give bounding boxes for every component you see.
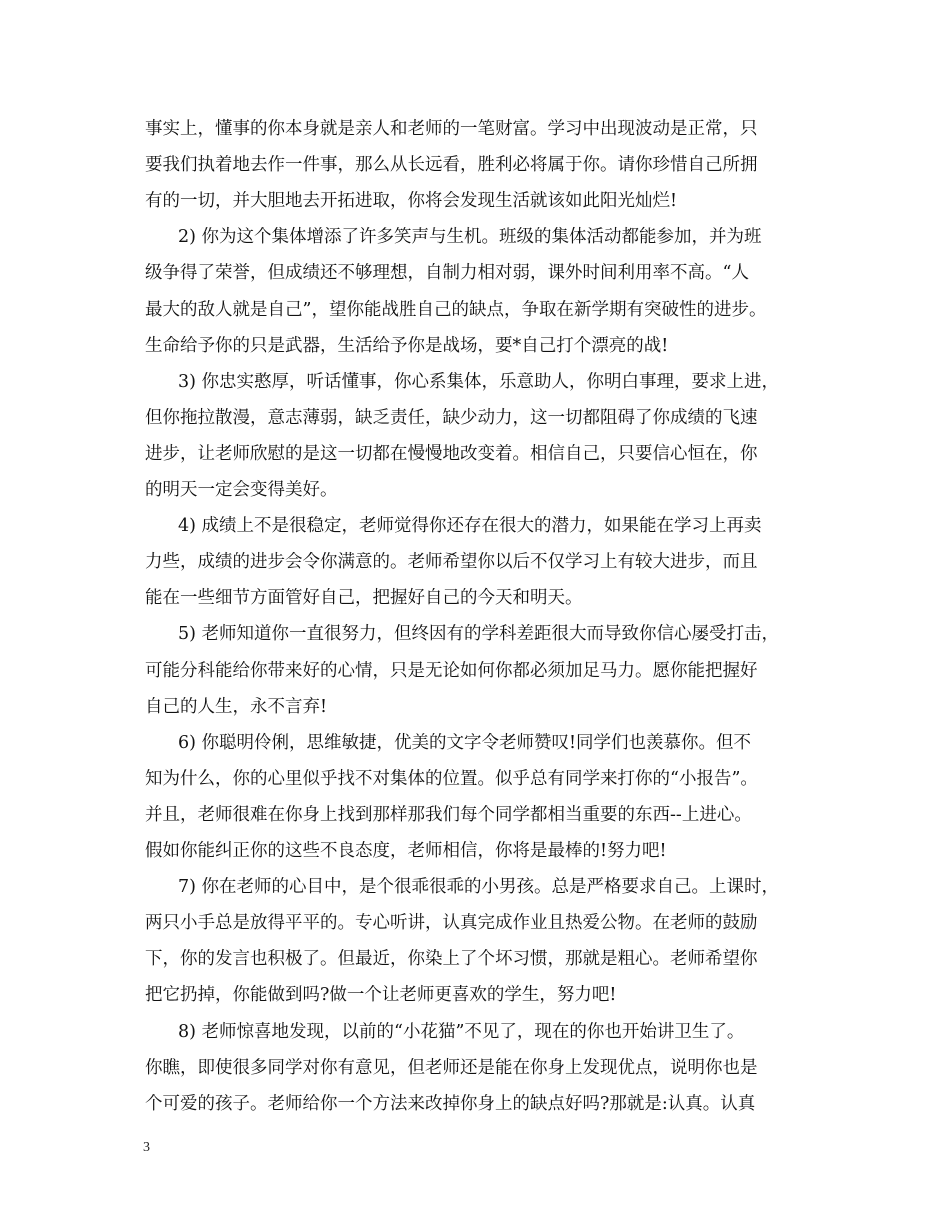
paragraph-line: 要我们执着地去作一件事，那么从长远看，胜利必将属于你。请你珍惜自己所拥 [145, 155, 758, 176]
paragraph-line: 最大的敌人就是自己”，望你能战胜自己的缺点，争取在新学期有突破性的进步。 [145, 299, 767, 320]
paragraph-line: 级争得了荣誉，但成绩还不够理想，自制力相对弱，课外时间利用率不高。“人 [145, 263, 749, 284]
paragraph-line: 你瞧，即使很多同学对你有意见，但老师还是能在你身上发现优点，说明你也是 [145, 1057, 758, 1078]
paragraph-line: 知为什么，你的心里似乎找不对集体的位置。似乎总有同学来打你的“小报告”。 [145, 768, 758, 789]
paragraph-line: 力些，成绩的进步会令你满意的。老师希望你以后不仅学习上有较大进步，而且 [145, 552, 758, 573]
paragraph-first-line: 4) 成绩上不是很稳定，老师觉得你还存在很大的潜力，如果能在学习上再卖 [178, 516, 762, 537]
paragraph-first-line: 7) 你在老师的心目中，是个很乖很乖的小男孩。总是严格要求自己。上课时， [178, 877, 780, 898]
paragraph-line: 进步，让老师欣慰的是这一切都在慢慢地改变着。相信自己，只要信心恒在，你 [145, 443, 758, 464]
paragraph-first-line: 3) 你忠实憨厚，听话懂事，你心系集体，乐意助人，你明白事理，要求上进， [178, 371, 780, 392]
page-number: 3 [143, 1140, 150, 1155]
paragraph-first-line: 8) 老师惊喜地发现，以前的“小花猫”不见了，现在的你也开始讲卫生了。 [178, 1021, 745, 1042]
paragraph-first-line: 2) 你为这个集体增添了许多笑声与生机。班级的集体活动都能参加，并为班 [178, 227, 762, 248]
paragraph-line: 下，你的发言也积极了。但最近，你染上了个坏习惯，那就是粗心。老师希望你 [145, 949, 758, 970]
paragraph-line: 的明天一定会变得美好。 [145, 480, 338, 500]
paragraph-line: 事实上，懂事的你本身就是亲人和老师的一笔财富。学习中出现波动是正常，只 [145, 119, 758, 139]
paragraph-line: 可能分科能给你带来好的心情，只是无论如何你都必须加足马力。愿你能把握好 [145, 660, 758, 681]
paragraph-line: 有的一切，并大胆地去开拓进取，你将会发现生活就该如此阳光灿烂! [145, 191, 678, 212]
paragraph-line: 能在一些细节方面管好自己，把握好自己的今天和明天。 [145, 588, 583, 609]
paragraph-line: 两只小手总是放得平平的。专心听讲，认真完成作业且热爱公物。在老师的鼓励 [145, 913, 758, 934]
paragraph-line: 个可爱的孩子。老师给你一个方法来改掉你身上的缺点好吗?那就是:认真。认真 [145, 1093, 756, 1114]
paragraph-line: 假如你能纠正你的这些不良态度，老师相信，你将是最棒的!努力吧! [145, 841, 667, 861]
paragraph-line: 并且，老师很难在你身上找到那样那我们每个同学都相当重要的东西--上进心。 [145, 804, 752, 825]
paragraph-first-line: 5) 老师知道你一直很努力，但终因有的学科差距很大而导致你信心屡受打击， [178, 624, 780, 645]
paragraph-line: 生命给予你的只是武器，生活给予你是战场，要*自己打个漂亮的战! [145, 335, 669, 356]
paragraph-line: 把它扔掉，你能做到吗?做一个让老师更喜欢的学生，努力吧! [145, 985, 617, 1006]
paragraph-line: 但你拖拉散漫，意志薄弱，缺乏责任，缺少动力，这一切都阻碍了你成绩的飞速 [145, 407, 758, 428]
paragraph-first-line: 6) 你聪明伶俐，思维敏捷，优美的文字令老师赞叹!同学们也羡慕你。但不 [178, 732, 752, 753]
paragraph-line: 自己的人生，永不言弃! [145, 696, 328, 717]
